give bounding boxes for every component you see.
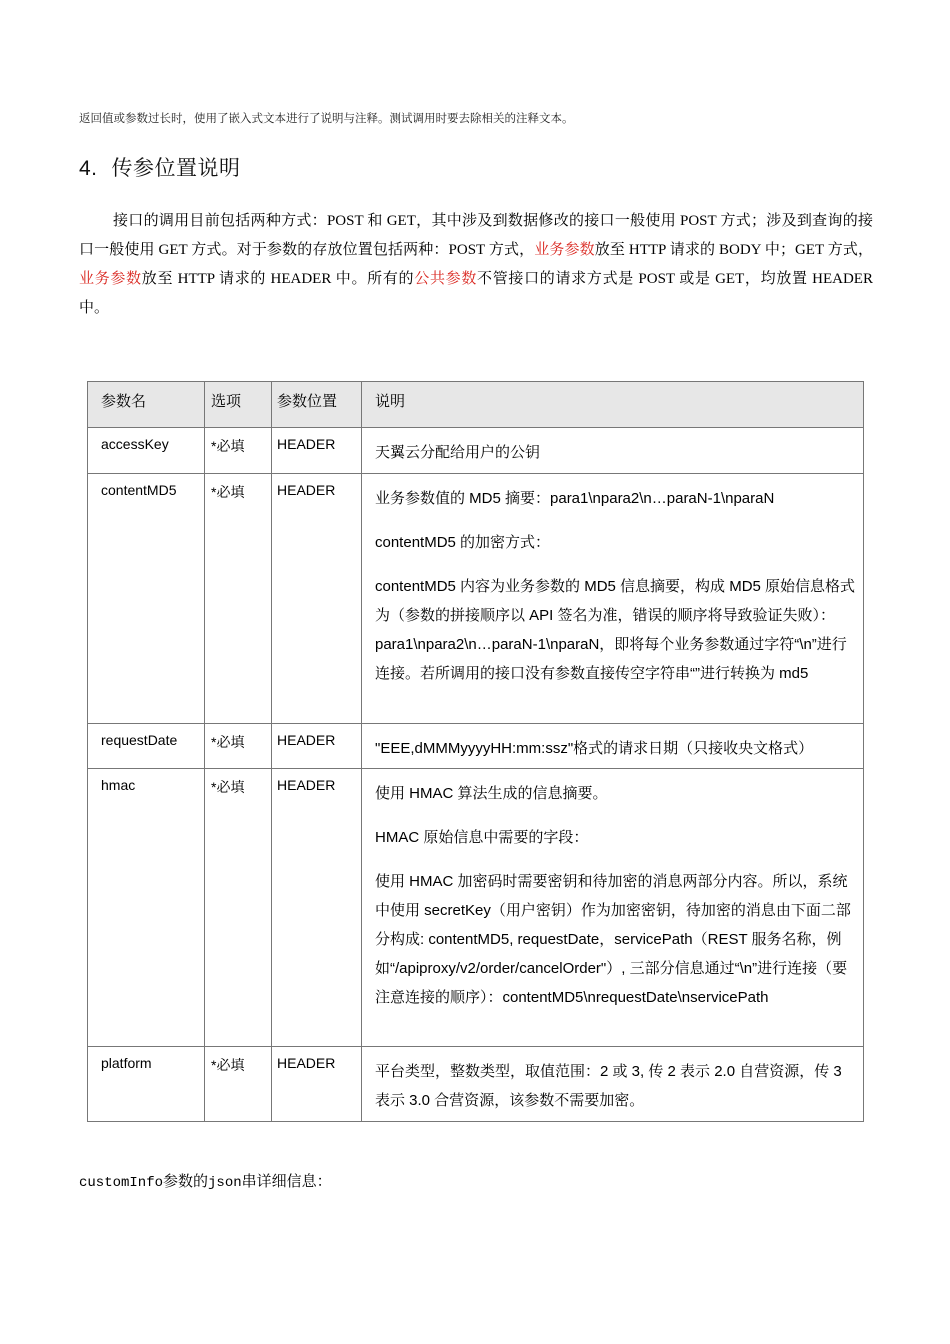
param-name: hmac [88,769,205,1047]
header-location: 参数位置 [272,382,362,428]
params-table [87,381,864,1122]
highlight-public-params: 公共参数 [414,271,478,287]
param-name: contentMD5 [88,474,205,724]
table-row [88,724,864,769]
intro-text-1: 接口的调用目前包括两种方式：POST 和 GET，其中涉及到数据修改的接口一般使用 POST 方式；涉及到查询的接口一般使用 GET 方式。对于参数的存放位置包括两种：POST 方式， [79,213,873,258]
code-json: json [208,1175,242,1191]
param-location: HEADER [272,1047,362,1122]
table-row [88,1047,864,1122]
param-name: platform [88,1047,205,1122]
param-option: *必填 [205,474,272,724]
section-title: 传参位置说明 [111,157,241,180]
table-row [88,428,864,474]
param-name: requestDate [88,724,205,769]
note-text: 返回值或参数过长时，使用了嵌入式文本进行了说明与注释。测试调用时要去除相关的注释文本。 [79,113,574,125]
param-description: 平台类型，整数类型，取值范围：2 或 3, 传 2 表示 2.0 自营资源，传 3 表示 3.0 合营资源，该参数不需要加密。 [362,1047,864,1122]
param-description: "EEE,dMMMyyyyHH:mm:ssz"格式的请求日期（只接收央文格式） [362,724,864,769]
param-option: *必填 [205,428,272,474]
param-location: HEADER [272,474,362,724]
param-option: *必填 [205,724,272,769]
param-location: HEADER [272,428,362,474]
param-description: 天翼云分配给用户的公钥 [362,428,864,474]
param-option: *必填 [205,769,272,1047]
param-option: *必填 [205,1047,272,1122]
table-header-row [88,382,864,428]
highlight-business-params-2: 业务参数 [79,271,142,287]
param-description: 业务参数值的 MD5 摘要：para1\npara2\n…paraN-1\nparaN contentMD5 的加密方式： contentMD5 内容为业务参数的 MD5 信息摘要，构成 MD5 原始信息格式为（参数的拼接顺序以 API 签名为准，错误的顺序将导致验证失败）：para1\npara2\n…paraN-1\nparaN，即将每个业务参数通过字符“\n”进行连接。若所调用的接口没有参数直接传空字符串“”进行转换为 md5 [362,474,864,724]
highlight-business-params-1: 业务参数 [534,242,595,258]
param-description: 使用 HMAC 算法生成的信息摘要。 HMAC 原始信息中需要的字段： 使用 HMAC 加密码时需要密钥和待加密的消息两部分内容。所以，系统中使用 secretKey（用户密钥）作为加密密钥，待加密的消息由下面二部分构成: contentMD5, requestDate，servicePath（REST 服务名称，例如“/apiproxy/v2/order/cancelOrder"）, 三部分信息通过“\n”进行连接（要注意连接的顺序）：contentMD5\nrequestDate\nservicePath [362,769,864,1047]
intro-text-4: 不管接口的请求方式是 POST 或是 GET，均放置 HEADER 中。 [79,271,873,316]
intro-paragraph [79,207,873,323]
section-number: 4. [79,157,98,180]
header-description: 说明 [362,382,864,428]
table-row [88,474,864,724]
param-location: HEADER [272,724,362,769]
param-name: accessKey [88,428,205,474]
section-heading [79,152,241,182]
custom-info-caption: customInfo参数的json串详细信息： [79,1174,332,1191]
param-location: HEADER [272,769,362,1047]
header-param-name: 参数名 [88,382,205,428]
intro-text-2: 放至 HTTP 请求的 BODY 中；GET 方式， [594,242,873,258]
header-option: 选项 [205,382,272,428]
intro-text-3: 放至 HTTP 请求的 HEADER 中。所有的 [141,271,415,287]
table-row [88,769,864,1047]
code-customInfo: customInfo [79,1175,164,1191]
